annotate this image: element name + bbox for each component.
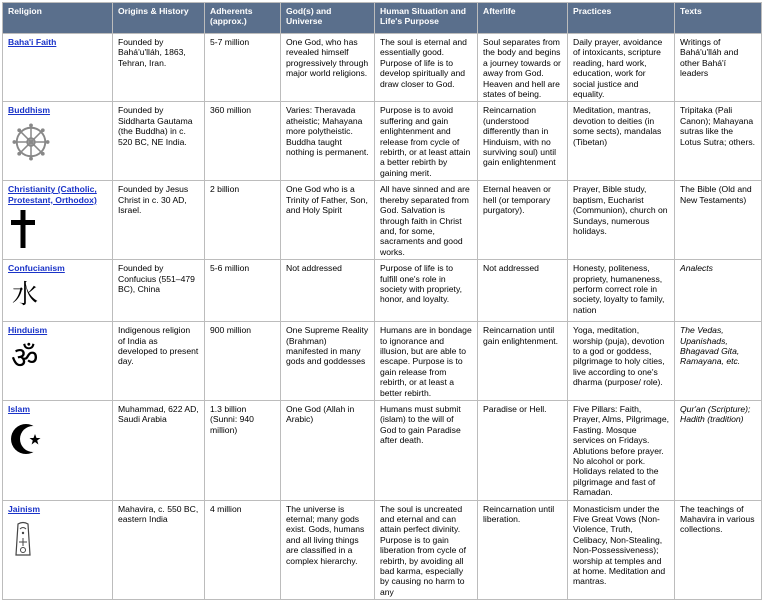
- jain-emblem-icon: [12, 521, 34, 559]
- adherents-cell: 360 million: [205, 102, 281, 181]
- origins-cell: Founded by Confucius (551–479 BC), China: [113, 260, 205, 322]
- practices-cell: Five Pillars: Faith, Prayer, Alms, Pilgrimage, Fasting. Mosque services on Fridays. Ablutions before prayer. No alcohol or pork. Holidays related to the pilgrimage and fast of Ramadan.: [568, 400, 675, 500]
- header-texts: Texts: [675, 3, 762, 34]
- gods-cell: One Supreme Reality (Brahman) manifested in many gods and goddesses: [281, 322, 375, 401]
- practices-cell: Prayer, Bible study, baptism, Eucharist (Communion), church on Sundays, numerous holidays.: [568, 181, 675, 260]
- adherents-cell: 5-6 million: [205, 260, 281, 322]
- religion-link-jainism[interactable]: Jainism: [8, 503, 41, 514]
- table-row: [3, 260, 762, 322]
- header-adherents: Adherents (approx.): [205, 3, 281, 34]
- religions-table-container: [2, 2, 761, 597]
- header-human-situation: Human Situation and Life's Purpose: [375, 3, 478, 34]
- religion-cell: [3, 181, 113, 260]
- water-character-icon: 水: [12, 279, 39, 310]
- religions-comparison-table: [2, 2, 762, 600]
- origins-cell: Mahavira, c. 550 BC, eastern India: [113, 500, 205, 600]
- table-row: [3, 400, 762, 500]
- religion-link-bahai[interactable]: Baha'i Faith: [8, 37, 57, 47]
- adherents-cell: 900 million: [205, 322, 281, 401]
- table-row: [3, 500, 762, 600]
- adherents-cell: 1.3 billion (Sunni: 940 million): [205, 400, 281, 500]
- afterlife-cell: Soul separates from the body and begins a journey towards or away from God. Heaven and hell are states of being.: [478, 34, 568, 102]
- header-afterlife: Afterlife: [478, 3, 568, 34]
- religion-cell: [3, 400, 113, 500]
- gods-cell: One God, who has revealed himself progressively through major world religions.: [281, 34, 375, 102]
- origins-cell: Muhammad, 622 AD, Saudi Arabia: [113, 400, 205, 500]
- practices-cell: Daily prayer, avoidance of intoxicants, scripture reading, hard work, education, work for social justice and equality.: [568, 34, 675, 102]
- practices-cell: Yoga, meditation, worship (puja), devotion to a god or goddess, pilgrimage to holy cities, live according to one's dharma (purpose/ role).: [568, 322, 675, 401]
- adherents-cell: 2 billion: [205, 181, 281, 260]
- adherents-cell: 5-7 million: [205, 34, 281, 102]
- header-practices: Practices: [568, 3, 675, 34]
- om-icon: ॐ: [11, 340, 39, 376]
- texts-cell: The Vedas, Upanishads, Bhagavad Gita, Ramayana, etc.: [675, 322, 762, 401]
- table-row: [3, 102, 762, 181]
- gods-cell: One God (Allah in Arabic): [281, 400, 375, 500]
- header-row: [3, 3, 762, 34]
- human-cell: The soul is uncreated and eternal and can attain perfect divinity. Purpose is to gain liberation from cycle of rebirth, by avoiding all bad karma, especially by causing no harm to any: [375, 500, 478, 600]
- religion-cell: [3, 34, 113, 102]
- practices-cell: Honesty, politeness, propriety, humaneness, perform correct role in society, loyalty to family, nation: [568, 260, 675, 322]
- texts-cell: Analects: [675, 260, 762, 322]
- header-religion: Religion: [3, 3, 113, 34]
- origins-cell: Founded by Siddharta Gautama (the Buddha) in c. 520 BC, NE India.: [113, 102, 205, 181]
- origins-cell: Founded by Jesus Christ in c. 30 AD, Israel.: [113, 181, 205, 260]
- texts-cell: The teachings of Mahavira in various collections.: [675, 500, 762, 600]
- human-cell: All have sinned and are thereby separated from God. Salvation is through faith in Christ and, for some, sacraments and good works.: [375, 181, 478, 260]
- afterlife-cell: Reincarnation (understood differently than in Hinduism, with no surviving soul) until gain enlightenment: [478, 102, 568, 181]
- origins-cell: Founded by Bahá'u'lláh, 1863, Tehran, Iran.: [113, 34, 205, 102]
- texts-cell: Qur'an (Scripture); Hadith (tradition): [675, 400, 762, 500]
- table-row: [3, 181, 762, 260]
- header-gods: God(s) and Universe: [281, 3, 375, 34]
- practices-cell: Monasticism under the Five Great Vows (Non-Violence, Truth, Celibacy, Non-Stealing, Non-Possessiveness); worship at temples and at home. Meditation and mantras.: [568, 500, 675, 600]
- religion-cell: [3, 260, 113, 322]
- texts-cell: Tripitaka (Pali Canon); Mahayana sutras like the Lotus Sutra; others.: [675, 102, 762, 181]
- gods-cell: One God who is a Trinity of Father, Son, and Holy Spirit: [281, 181, 375, 260]
- afterlife-cell: Reincarnation until liberation.: [478, 500, 568, 600]
- religion-link-islam[interactable]: Islam: [8, 403, 30, 414]
- origins-cell: Indigenous religion of India as developed to present day.: [113, 322, 205, 401]
- afterlife-cell: Not addressed: [478, 260, 568, 322]
- religion-link-buddhism[interactable]: Buddhism: [8, 105, 51, 116]
- gods-cell: Varies: Theravada atheistic; Mahayana more polytheistic. Buddha taught nothing is permanent.: [281, 102, 375, 181]
- practices-cell: Meditation, mantras, devotion to deities (in some sects), mandalas (Tibetan): [568, 102, 675, 181]
- header-origins: Origins & History: [113, 3, 205, 34]
- religion-cell: [3, 500, 113, 600]
- cross-icon: [10, 209, 36, 249]
- religion-link-hinduism[interactable]: Hinduism: [8, 325, 48, 336]
- human-cell: Purpose is to avoid suffering and gain enlightenment and release from cycle of rebirth, or at least attain a better rebirth by gaining merit.: [375, 102, 478, 181]
- gods-cell: Not addressed: [281, 260, 375, 322]
- dharma-wheel-icon: [12, 123, 50, 161]
- human-cell: Humans must submit (islam) to the will of God to gain Paradise after death.: [375, 400, 478, 500]
- human-cell: Humans are in bondage to ignorance and illusion, but are able to escape. Purpose is to gain release from rebirth, or at least a better rebirth.: [375, 322, 478, 401]
- religion-cell: [3, 322, 113, 401]
- texts-cell: The Bible (Old and New Testaments): [675, 181, 762, 260]
- adherents-cell: 4 million: [205, 500, 281, 600]
- afterlife-cell: Reincarnation until gain enlightenment.: [478, 322, 568, 401]
- crescent-star-icon: [10, 421, 46, 457]
- afterlife-cell: Paradise or Hell.: [478, 400, 568, 500]
- religion-link-confucianism[interactable]: Confucianism: [8, 263, 65, 274]
- religion-link-christianity[interactable]: Christianity (Catholic, Protestant, Orthodox): [8, 184, 97, 205]
- human-cell: Purpose of life is to fulfill one's role in society with propriety, honor, and loyalty.: [375, 260, 478, 322]
- human-cell: The soul is eternal and essentially good. Purpose of life is to develop spiritually and draw closer to God.: [375, 34, 478, 102]
- table-row: [3, 34, 762, 102]
- table-row: [3, 322, 762, 401]
- texts-cell: Writings of Bahá'u'lláh and other Bahá'í leaders: [675, 34, 762, 102]
- gods-cell: The universe is eternal; many gods exist. Gods, humans and all living things are classified in a complex hierarchy.: [281, 500, 375, 600]
- religion-cell: [3, 102, 113, 181]
- afterlife-cell: Eternal heaven or hell (or temporary purgatory).: [478, 181, 568, 260]
